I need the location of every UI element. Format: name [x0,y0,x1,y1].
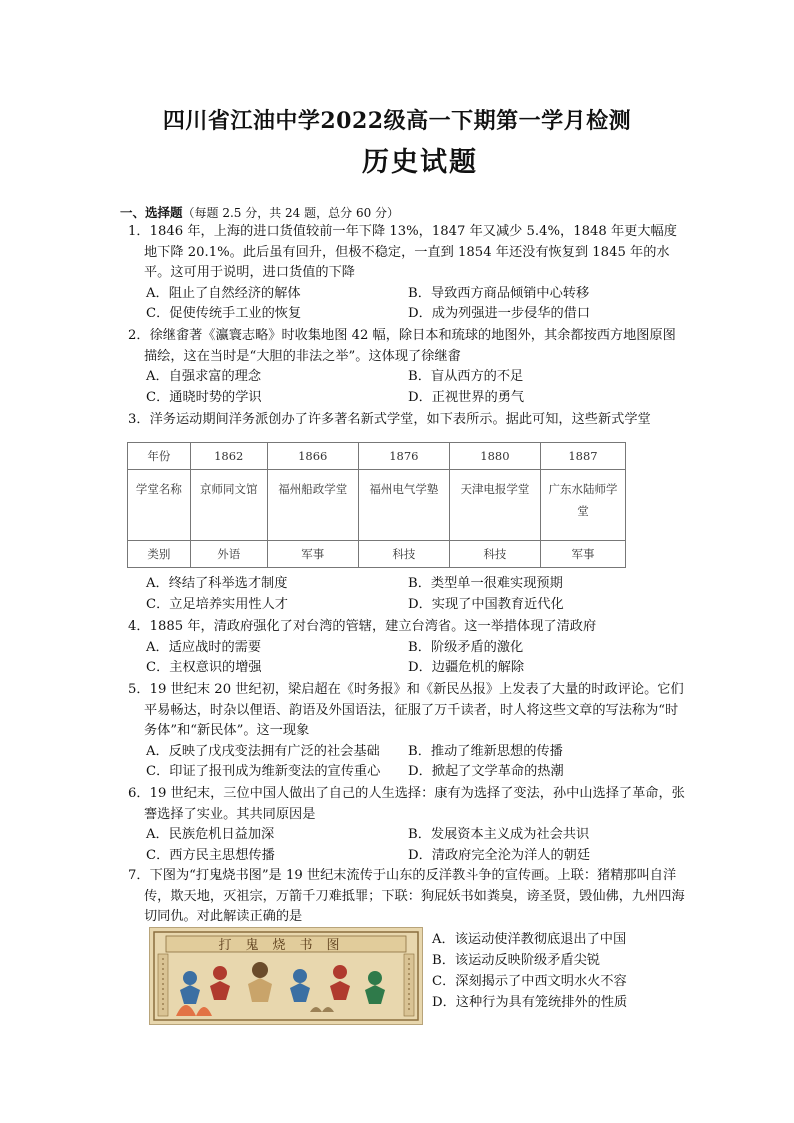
question-3 [128,410,688,431]
option-d[interactable]: D．成为列强进一步侵华的借口 [408,306,591,321]
options [128,742,688,783]
table-cell: 军事 [541,541,626,568]
option-c[interactable]: C．主权意识的增强 [146,660,262,675]
option-d[interactable]: D．清政府完全沦为洋人的朝廷 [408,847,591,863]
option-a[interactable]: A．民族危机日益加深 [146,827,275,842]
option-c[interactable]: C．深刻揭示了中西文明水火不容 [432,974,627,989]
question-stem: 2．徐继畬著《瀛寰志略》时收集地图 42 幅，除日本和琉球的地图外，其余都按西方地图原图描绘，这在当时是“大胆的非法之举”。这体现了徐继畬 [128,328,676,364]
option-c[interactable]: C．促使传统手工业的恢复 [146,306,302,321]
question-stem: 1．1846 年，上海的进口货值较前一年下降 13%，1847 年又减少 5.4%，1848 年更大幅度地下降 20.1%。此后虽有回升，但极不稳定，一直到 1854 年还没有恢复到 1845 年的水平。这可用于说明，进口货值的下降 [128,224,677,280]
question-1 [128,222,688,325]
question-stem: 6．19 世纪末，三位中国人做出了自己的人生选择：康有为选择了变法，孙中山选择了革命，张謇选择了实业。其共同原因是 [128,786,685,822]
question-7-options [432,929,627,1013]
option-b[interactable]: B．类型单一很难实现预期 [408,576,563,591]
table-row [128,541,626,568]
table-cell: 1862 [190,443,267,470]
table-cell: 军事 [267,541,358,568]
question-3-options [128,574,688,615]
table-cell: 1887 [541,443,626,470]
option-c[interactable]: C．西方民主思想传播 [146,847,275,863]
section-note: （每题 2.5 分，共 24 题，总分 60 分） [182,206,400,220]
option-c[interactable]: C．立足培养实用性人才 [146,596,288,612]
table-cell: 外语 [190,541,267,568]
option-b[interactable]: B．发展资本主义成为社会共识 [408,827,590,842]
option-a[interactable]: A．终结了科举选才制度 [146,576,288,591]
question-stem: 4．1885 年，清政府强化了对台湾的管辖，建立台湾省。这一举措体现了清政府 [128,619,597,634]
option-b[interactable]: B．导致西方商品倾销中心转移 [408,285,590,301]
options [128,638,688,679]
option-a[interactable]: A．阻止了自然经济的解体 [146,285,301,301]
school-table [127,442,626,568]
table-cell: 年份 [128,443,191,470]
option-a[interactable]: A．适应战时的需要 [146,639,262,655]
options [128,367,688,408]
option-c[interactable]: C．印证了报刊成为维新变法的宣传重心 [146,764,381,779]
option-a[interactable]: A．自强求富的理念 [146,369,262,384]
exam-subtitle: 历史试题 [362,147,478,178]
poster-illustration [150,928,422,1024]
question-stem: 7．下图为“打鬼烧书图”是 19 世纪末流传于山东的反洋教斗争的宣传画。上联：猪精那叫自洋传，欺天地，灭祖宗，万箭千刀难抵罪；下联：狗屁妖书如粪臭，谤圣贤，毁仙佛，九州四海切同仇。对此解读正确的是 [128,868,685,924]
option-a[interactable]: A．该运动使洋教彻底退出了中国 [432,932,627,947]
option-a[interactable]: A．反映了戊戌变法拥有广泛的社会基础 [146,743,380,759]
table-cell: 1876 [358,443,449,470]
option-b[interactable]: B．阶级矛盾的激化 [408,639,524,655]
table-cell: 科技 [449,541,540,568]
table-cell: 类别 [128,541,191,568]
section-label: 一、选择题 [120,205,183,220]
table-cell: 学堂名称 [128,470,191,541]
question-7 [128,866,688,928]
poster-caption: 打鬼烧书图 [218,938,354,953]
question-stem: 5．19 世纪末 20 世纪初，梁启超在《时务报》和《新民丛报》上发表了大量的时政评论。它们平易畅达，时杂以俚语、韵语及外国语法，征服了万千读者，时人将这些文章的写法称为“时务体”和“新民体”。这一现象 [128,682,684,738]
option-d[interactable]: D．这种行为具有笼统排外的性质 [432,995,628,1010]
option-b[interactable]: B．盲从西方的不足 [408,369,524,384]
question-stem: 3．洋务运动期间洋务派创办了许多著名新式学堂，如下表所示。据此可知，这些新式学堂 [128,412,651,427]
question-6 [128,784,688,866]
table-cell: 天津电报学堂 [449,470,540,541]
section-heading [120,203,399,221]
options [128,825,688,866]
question-2 [128,326,688,408]
option-b[interactable]: B．该运动反映阶级矛盾尖锐 [432,953,600,968]
table-cell: 科技 [358,541,449,568]
table-cell: 广东水陆师学堂 [541,470,626,541]
table-cell: 1866 [267,443,358,470]
option-c[interactable]: C．通晓时势的学识 [146,389,262,405]
option-d[interactable]: D．正视世界的勇气 [408,389,525,405]
propaganda-poster-image [149,927,423,1025]
question-4 [128,617,688,679]
option-b[interactable]: B．推动了维新思想的传播 [408,743,563,759]
options [128,284,688,325]
table-row [128,443,626,470]
table-cell: 福州电气学塾 [358,470,449,541]
table-row [128,470,626,541]
options [128,574,688,615]
option-d[interactable]: D．实现了中国教育近代化 [408,596,564,612]
option-d[interactable]: D．边疆危机的解除 [408,660,525,675]
exam-title: 四川省江油中学2022级高一下期第一学月检测 [162,108,632,134]
table-cell: 京师同文馆 [190,470,267,541]
table-cell: 1880 [449,443,540,470]
option-d[interactable]: D．掀起了文学革命的热潮 [408,764,564,779]
table-cell: 福州船政学堂 [267,470,358,541]
question-5 [128,680,688,783]
